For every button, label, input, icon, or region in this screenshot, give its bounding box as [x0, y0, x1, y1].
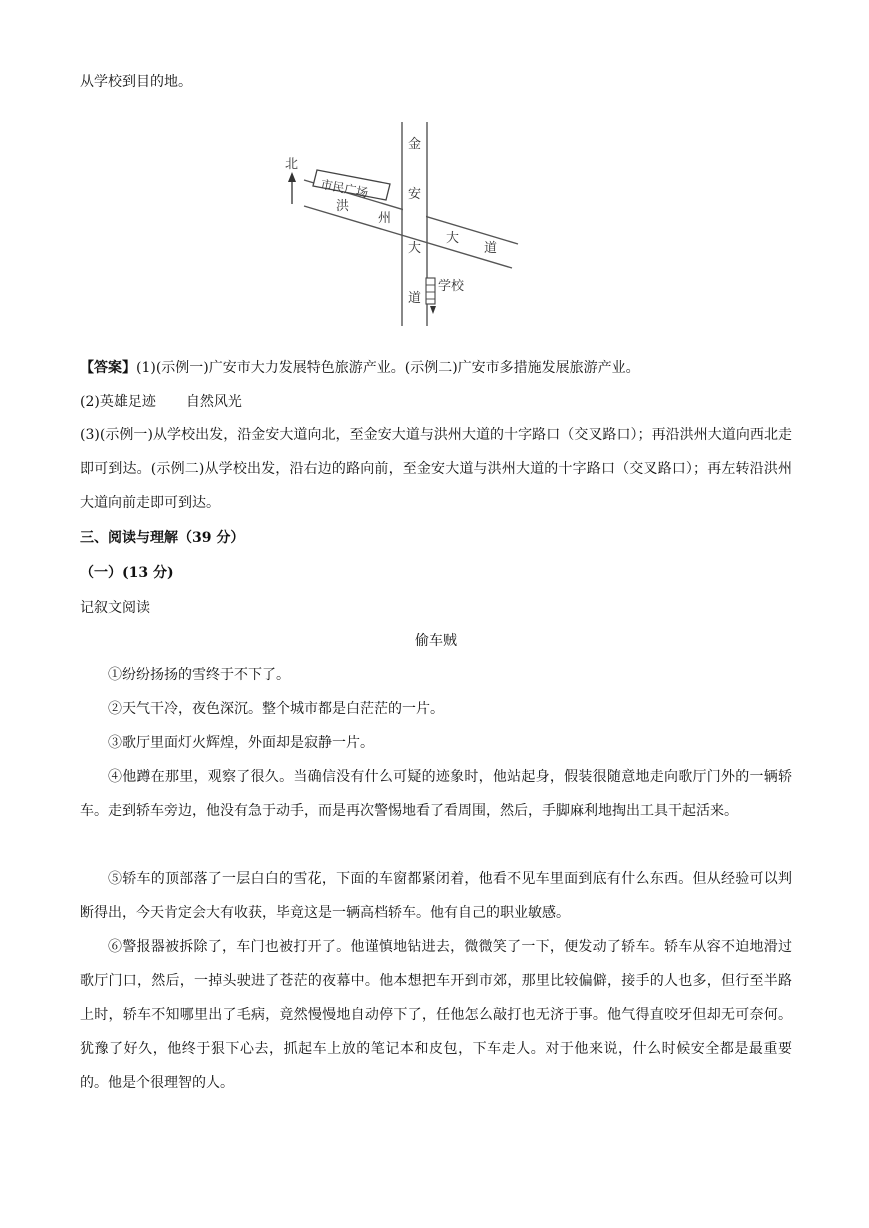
- road-jinan-char-3: 大: [408, 241, 422, 256]
- school-label: 学校: [438, 279, 465, 294]
- answer-line-1: [80, 358, 792, 378]
- school-pointer-icon: [430, 306, 436, 314]
- intro-line: 从学校到目的地。: [80, 74, 192, 90]
- section-title: 三、阅读与理解（39 分）: [80, 530, 245, 546]
- road-jinan-char-1: 金: [408, 137, 422, 152]
- road-jinan-char-4: 道: [408, 291, 422, 306]
- answer-item-2b: 自然风光: [185, 394, 242, 410]
- answer-item-2a: (2)英雄足迹: [80, 394, 156, 410]
- story-paragraph-6-text: ⑥警报器被拆除了，车门也被打开了。他谨慎地钻进去，微微笑了一下，便发动了轿车。轿车从容不迫地滑过歌厅门口，然后，一掉头驶进了苍茫的夜幕中。他本想把车开到市郊，那里比较偏僻，接手的人也多，但行至半路上时，轿车不知哪里出了毛病，竟然慢慢地自动停下了，任他怎么敲打也无济于事。他气得直咬牙但却无可奈何。犹豫了好久，他终于狠下心去，抓起车上放的笔记本和皮包，下车走人。对于他来说，什么时候安全都是最重要的。他是个很理智的人。: [80, 939, 792, 1091]
- story-paragraph-6: [80, 930, 792, 1100]
- story-paragraph-4-text: ④他蹲在那里，观察了很久。当确信没有什么可疑的迹象时，他站起身，假装很随意地走向歌厅门外的一辆轿车。走到轿车旁边，他没有急于动手，而是再次警惕地看了看周围，然后，手脚麻利地掏出工具干起活来。: [80, 769, 792, 819]
- answer-item-3-text: (3)(示例一)从学校出发，沿金安大道向北，至金安大道与洪州大道的十字路口（交叉路口）；再沿洪州大道向西北走即可到达。(示例二)从学校出发，沿右边的路向前，至金安大道与洪州大道的十字路口（交叉路口）；再左转沿洪州大道向前走即可到达。: [80, 427, 792, 511]
- story-paragraph-5-text: ⑤轿车的顶部落了一层白白的雪花，下面的车窗都紧闭着，他看不见车里面到底有什么东西。但从经验可以判断得出，今天肯定会大有收获，毕竟这是一辆高档轿车。他有自己的职业敏感。: [80, 871, 792, 921]
- story-paragraph-4: [80, 760, 792, 828]
- story-paragraph-5: [80, 862, 792, 930]
- plaza-label: 市民广场: [319, 177, 370, 201]
- road-jinan-char-2: 安: [408, 187, 422, 202]
- road-hongzhou-char-2: 州: [378, 211, 392, 226]
- answer-tag: 【答案】: [80, 360, 136, 376]
- story-paragraph-3: ③歌厅里面灯火辉煌，外面却是寂静一片。: [108, 735, 374, 751]
- subsection-title: （一）(13 分): [80, 565, 174, 581]
- road-hongzhou-char-3: 大: [446, 231, 460, 246]
- north-arrow-head: [288, 172, 296, 182]
- story-paragraph-2: ②天气干冷，夜色深沉。整个城市都是白茫茫的一片。: [108, 701, 444, 717]
- road-hongzhou-char-1: 洪: [336, 199, 350, 214]
- story-paragraph-1: ①纷纷扬扬的雪终于不下了。: [108, 667, 290, 683]
- road-hongzhou-char-4: 道: [484, 241, 498, 256]
- route-map-diagram: [280, 118, 520, 330]
- route-map: [280, 118, 520, 330]
- genre-label: 记叙文阅读: [80, 600, 150, 616]
- school-building-icon: [426, 278, 435, 304]
- story-title: 偷车贼: [415, 633, 457, 649]
- north-label: 北: [285, 157, 299, 172]
- answer-line-2: [80, 392, 792, 412]
- answer-item-3: [80, 418, 792, 520]
- answer-item-1: (1)(示例一)广安市大力发展特色旅游产业。(示例二)广安市多措施发展旅游产业。: [136, 360, 640, 376]
